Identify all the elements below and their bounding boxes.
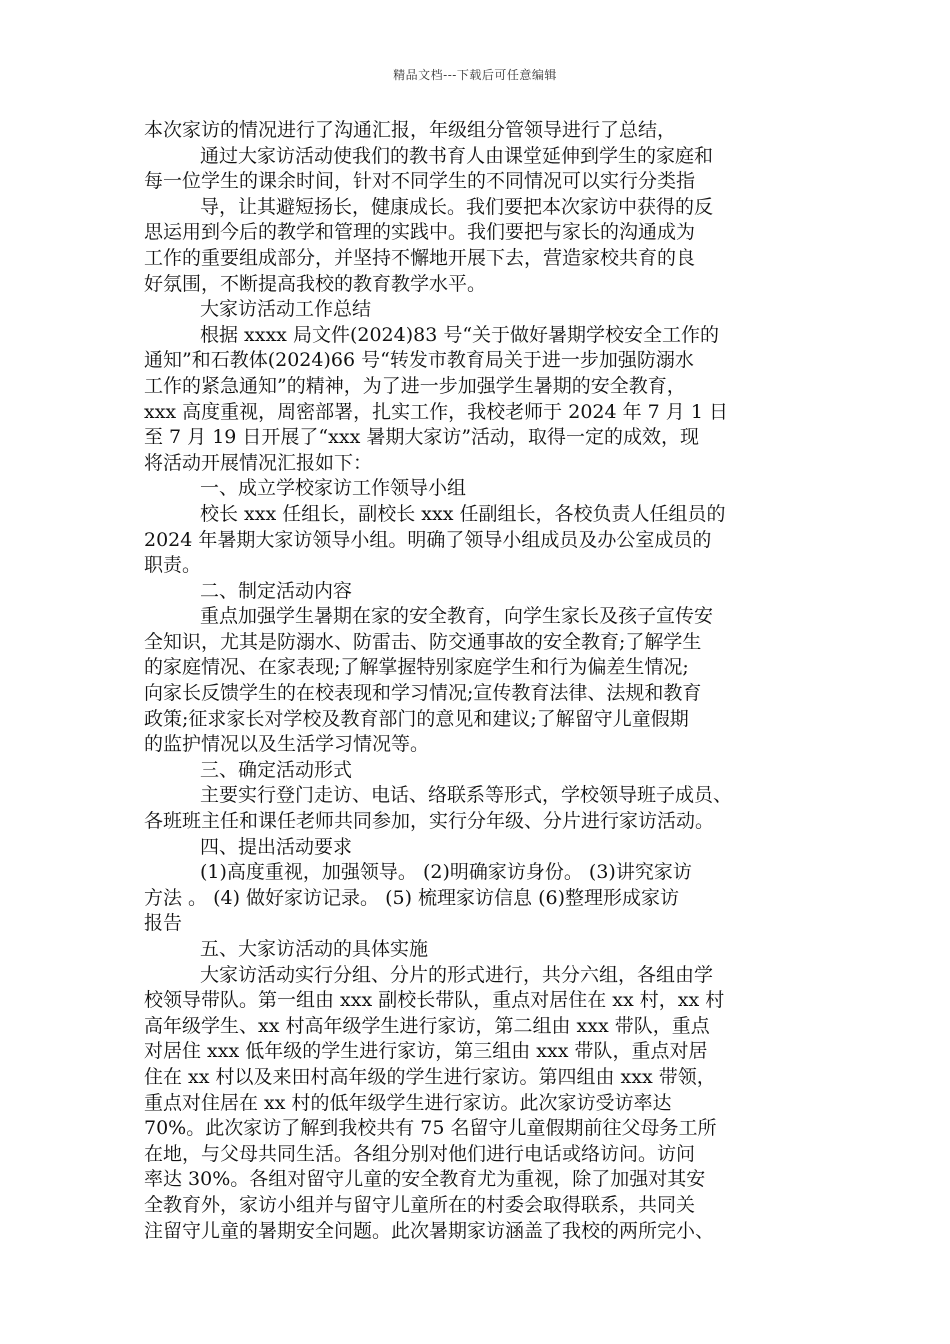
text-line: 全教育外，家访小组并与留守儿童所在的村委会取得联系，共同关 [144, 1193, 696, 1216]
text-line: 将活动开展情况汇报如下： [144, 451, 373, 474]
section-heading: 一、成立学校家访工作领导小组 [200, 477, 467, 500]
text-line: 重点加强学生暑期在家的安全教育，向学生家长及孩子宣传安 [200, 605, 714, 628]
text-line: 在地，与父母共同生活。各组分别对他们进行电话或络访问。访问 [144, 1142, 696, 1165]
text-line: 住在 xx 村以及来田村高年级的学生进行家访。第四组由 xxx 带领， [144, 1065, 716, 1088]
text-line: 校领导带队。第一组由 xxx 副校长带队，重点对居住在 xx 村，xx 村 [144, 989, 725, 1012]
text-line: 校长 xxx 任组长，副校长 xxx 任副组长，各校负责人任组员的 [200, 502, 726, 525]
text-line: 各班班主任和课任老师共同参加，实行分年级、分片进行家访活动。 [144, 810, 715, 833]
section-title: 大家访活动工作总结 [200, 298, 372, 321]
text-line: 2024 年暑期大家访领导小组。明确了领导小组成员及办公室成员的 [144, 528, 712, 551]
text-line: 政策;征求家长对学校及教育部门的意见和建议;了解留守儿童假期 [144, 707, 689, 730]
document-body [144, 118, 824, 1270]
text-line: (1)高度重视，加强领导。 (2)明确家访身份。 (3)讲究家访 [200, 861, 692, 884]
text-line: 思运用到今后的教学和管理的实践中。我们要把与家长的沟通成为 [144, 221, 696, 244]
text-line: 全知识，尤其是防溺水、防雷击、防交通事故的安全教育;了解学生 [144, 630, 702, 653]
section-heading: 二、制定活动内容 [200, 579, 353, 602]
text-line: 导，让其避短扬长，健康成长。我们要把本次家访中获得的反 [200, 195, 714, 218]
text-line: 大家访活动实行分组、分片的形式进行，共分六组，各组由学 [200, 963, 714, 986]
text-line: 每一位学生的课余时间，针对不同学生的不同情况可以实行分类指 [144, 170, 696, 193]
text-line: 根据 xxxx 局文件(2024)83 号“关于做好暑期学校安全工作的 [200, 323, 720, 346]
text-line: 重点对住居在 xx 村的低年级学生进行家访。此次家访受访率达 [144, 1091, 672, 1114]
text-line: 报告 [144, 912, 183, 935]
text-line: 方法 。 (4) 做好家访记录。 (5) 梳理家访信息 (6)整理形成家访 [144, 886, 679, 909]
section-heading: 三、确定活动形式 [200, 758, 353, 781]
section-heading: 四、提出活动要求 [200, 835, 353, 858]
text-line: 工作的紧急通知”的精神，为了进一步加强学生暑期的安全教育， [144, 374, 686, 397]
text-line: 的家庭情况、在家表现;了解掌握特别家庭学生和行为偏差生情况; [144, 656, 689, 679]
text-line: 工作的重要组成部分，并坚持不懈地开展下去，营造家校共育的良 [144, 246, 696, 269]
text-line: 至 7 月 19 日开展了“xxx 暑期大家访”活动，取得一定的成效，现 [144, 426, 700, 449]
text-line [144, 1244, 824, 1270]
text-line: 70%。此次家访了解到我校共有 75 名留守儿童假期前往父母务工所 [144, 1117, 717, 1140]
text-line: 本次家访的情况进行了沟通汇报，年级组分管领导进行了总结， [144, 119, 677, 141]
text-line: 向家长反馈学生的在校表现和学习情况;宣传教育法律、法规和教育 [144, 682, 702, 705]
text-line: 对居住 xxx 低年级的学生进行家访，第三组由 xxx 带队，重点对居 [144, 1040, 708, 1063]
text-line: 通知”和石教体(2024)66 号“转发市教育局关于进一步加强防溺水 [144, 349, 694, 372]
text-line: xxx 高度重视，周密部署，扎实工作，我校老师于 2024 年 7 月 1 日 [144, 400, 728, 423]
page-header: 精品文档---下载后可任意编辑 [393, 68, 557, 82]
text-line: 职责。 [144, 554, 202, 577]
text-line: 注留守儿童的暑期安全问题。此次暑期家访涵盖了我校的两所完小、 [144, 1219, 715, 1242]
section-heading: 五、大家访活动的具体实施 [200, 938, 429, 960]
text-line: 高年级学生、xx 村高年级学生进行家访，第二组由 xxx 带队，重点 [144, 1014, 710, 1037]
text-line: 的监护情况以及生活学习情况等。 [144, 733, 430, 756]
text-line: 率达 30%。各组对留守儿童的安全教育尤为重视，除了加强对其安 [144, 1168, 706, 1191]
text-line: 主要实行登门走访、电话、络联系等形式，学校领导班子成员、 [200, 784, 733, 807]
text-line: 通过大家访活动使我们的教书育人由课堂延伸到学生的家庭和 [200, 144, 714, 167]
text-line: 好氛围，不断提高我校的教育教学水平。 [144, 272, 487, 295]
